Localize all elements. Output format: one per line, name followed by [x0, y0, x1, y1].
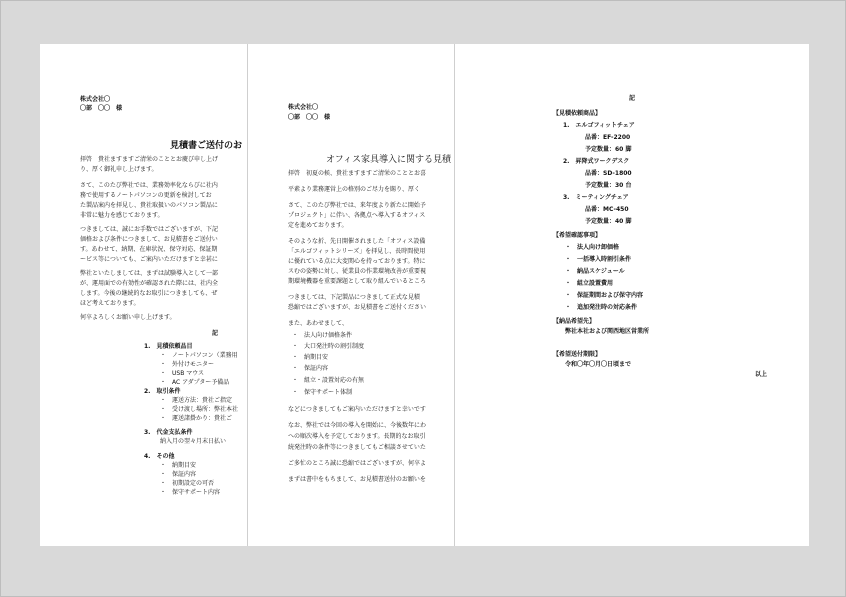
product-name: 2. 昇降式ワークデスク: [563, 158, 630, 165]
list-item: ・ USB マウス: [160, 370, 205, 377]
body-line: が、運用面での有効性が確認された際には、社内全: [80, 280, 219, 287]
list-item: ・ 大口発注時の割引制度: [292, 343, 365, 350]
list-item: ・ 一括導入時割引条件: [565, 256, 632, 263]
list-item: ・ 保守サポート内容: [160, 489, 221, 496]
list-item: ・ 納品スケジュール: [565, 268, 625, 275]
list-item: ・ 受け渡し場所：弊社本社: [160, 406, 239, 413]
body-line: 恐縮ではございますが、お見積書をご送付ください: [288, 304, 427, 311]
body-line: そのような折、先日開催されました「オフィス設備: [288, 238, 426, 245]
recipient-name: 〇部 〇〇 様: [80, 105, 123, 112]
list-item: ・ 初期設定の可否: [160, 480, 215, 487]
list-item: 納入月の翌々月末日払い: [160, 438, 227, 445]
closing-label: 以上: [755, 371, 768, 378]
document-spread: [40, 44, 808, 546]
product-model: 品番：EF-2200: [585, 134, 631, 141]
section-heading: 【納品希望先】: [553, 318, 596, 325]
list-item: ・ AC アダプター予備品: [160, 379, 230, 386]
section-heading: 【希望確認事項】: [553, 232, 602, 239]
recipient-name: 〇部 〇〇 様: [288, 114, 331, 121]
delivery-location: 弊社本社および関西地区営業所: [565, 328, 650, 335]
body-line: つきましては、下記製品につきまして正式な見積: [288, 294, 420, 301]
list-item: ・ 保証期間および保守内容: [565, 292, 644, 299]
company-name: 株式会社〇: [80, 96, 111, 103]
body-line: つきましては、誠にお手数ではございますが、下記: [80, 226, 219, 233]
body-line: た製品案内を拝見し、貴社取扱いのパソコン製品に: [80, 202, 218, 209]
body-line: に優れている点に大変関心を持っております。特に: [288, 258, 426, 265]
body-line: なお、弊社では今回の導入を開始に、今後数年にわ: [288, 422, 427, 429]
company-name: 株式会社〇: [288, 104, 319, 111]
ki-label: 記: [212, 330, 219, 337]
product-qty: 予定数量：30 台: [585, 182, 632, 189]
ki-label: 記: [629, 95, 636, 102]
body-line: 続発注時の条件等につきましてもご相談させていた: [288, 444, 426, 451]
list-item: ・ 運送諸掛かり：貴社ご: [160, 415, 233, 422]
body-line: ほど考えております。: [80, 300, 140, 307]
document-title: 見積書ご送付のお: [170, 141, 243, 151]
list-item: ・ 納期目安: [160, 462, 197, 469]
product-model: 品番：SD-1800: [585, 170, 632, 177]
list-item: 2. 取引条件: [144, 388, 181, 395]
list-item: ・ ノートパソコン（業務用: [160, 352, 238, 359]
list-item: 3. 代金支払条件: [144, 429, 193, 436]
body-line: 務で使用するノートパソコンの更新を検討してお: [80, 192, 212, 199]
document-title: オフィス家具導入に関する見積: [326, 155, 452, 165]
list-item: ・ 保証内容: [160, 471, 197, 478]
list-item: ・ 外付けモニター: [160, 361, 215, 368]
body-line: スむの姿勢に対し、従業員の作業環境改善が重要視: [288, 268, 427, 275]
section-heading: 【見積依頼商品】: [553, 110, 602, 117]
page-1: [40, 44, 247, 546]
list-item: 1. 見積依頼品目: [144, 343, 193, 350]
body-line: 価格および条件につきまして、お見積書をご送付い: [80, 236, 218, 243]
body-line: 拝啓 初夏の候、貴社ますますご清栄のこととお喜: [288, 170, 427, 177]
deadline: 令和〇年〇月〇日頃まで: [565, 361, 632, 368]
product-qty: 予定数量：60 脚: [585, 146, 632, 153]
list-item: ・ 組立設置費用: [565, 280, 614, 287]
page-3: [454, 44, 809, 546]
product-name: 3. ミーティングチェア: [563, 194, 629, 201]
body-line: ご多忙のところ誠に恐縮ではございますが、何卒よ: [288, 460, 427, 467]
body-line: プロジェクト」に伴い、各拠点へ導入するオフィス: [288, 212, 426, 219]
body-line: 平素より業務運営上の格別のご尽力を賜り、厚く: [288, 186, 421, 193]
body-line: さて、このたび弊社では、業務効率化ならびに社内: [80, 182, 218, 189]
product-qty: 予定数量：40 脚: [585, 218, 632, 225]
page-2: [247, 44, 455, 546]
list-item: ・ 法人向け価格条件: [292, 332, 353, 339]
section-heading: 【希望送付期限】: [553, 351, 602, 358]
list-item: ・ 組立・設置対応の有無: [292, 377, 365, 384]
list-item: ・ 保守サポート体制: [292, 389, 353, 396]
body-line: 弊社といたしましては、まずは試験導入として一部: [80, 270, 219, 277]
body-line: 非常に魅力を感じております。: [80, 212, 164, 219]
body-line: また、あわせまして、: [288, 320, 348, 327]
body-line: への順次導入を予定しております。長期的なお取引: [288, 433, 426, 440]
body-line: 期環境機器を重要課題として取り組んでいるところ: [288, 278, 427, 285]
product-model: 品番：MC-450: [585, 206, 629, 213]
list-item: ・ 追加発注時の対応条件: [565, 304, 638, 311]
list-item: ・ 保証内容: [292, 365, 329, 372]
body-line: ービス等についても、ご案内いただけますと幸甚に: [80, 256, 218, 263]
list-item: ・ 運送方法：貴社ご指定: [160, 397, 233, 404]
body-line: します。今後の継続的なお取引につきましても、ぜ: [80, 290, 218, 297]
body-line: り、厚く御礼申し上げます。: [80, 166, 158, 173]
body-line: 何卒よろしくお願い申し上げます。: [80, 314, 176, 321]
list-item: 4. その他: [144, 453, 175, 460]
body-line: 定を進めております。: [288, 222, 348, 229]
body-line: さて、このたび弊社では、来年度より新たに開始予: [288, 202, 426, 209]
body-line: まずは書中をもちまして、お見積書送付のお願いを: [288, 476, 426, 483]
body-line: 「エルゴフィットシリーズ」を拝見し、長時間使用: [288, 248, 426, 255]
list-item: ・ 法人向け卸価格: [565, 244, 620, 251]
product-name: 1. エルゴフィットチェア: [563, 122, 635, 129]
list-item: ・ 納期目安: [292, 354, 329, 361]
body-line: 拝啓 貴社ますますご清栄のこととお慶び申し上げ: [80, 156, 219, 163]
body-line: す。あわせて、納期、在庫状況、保守対応、保証期: [80, 246, 218, 253]
body-line: などにつきましてもご案内いただけますと幸いです: [288, 406, 426, 413]
